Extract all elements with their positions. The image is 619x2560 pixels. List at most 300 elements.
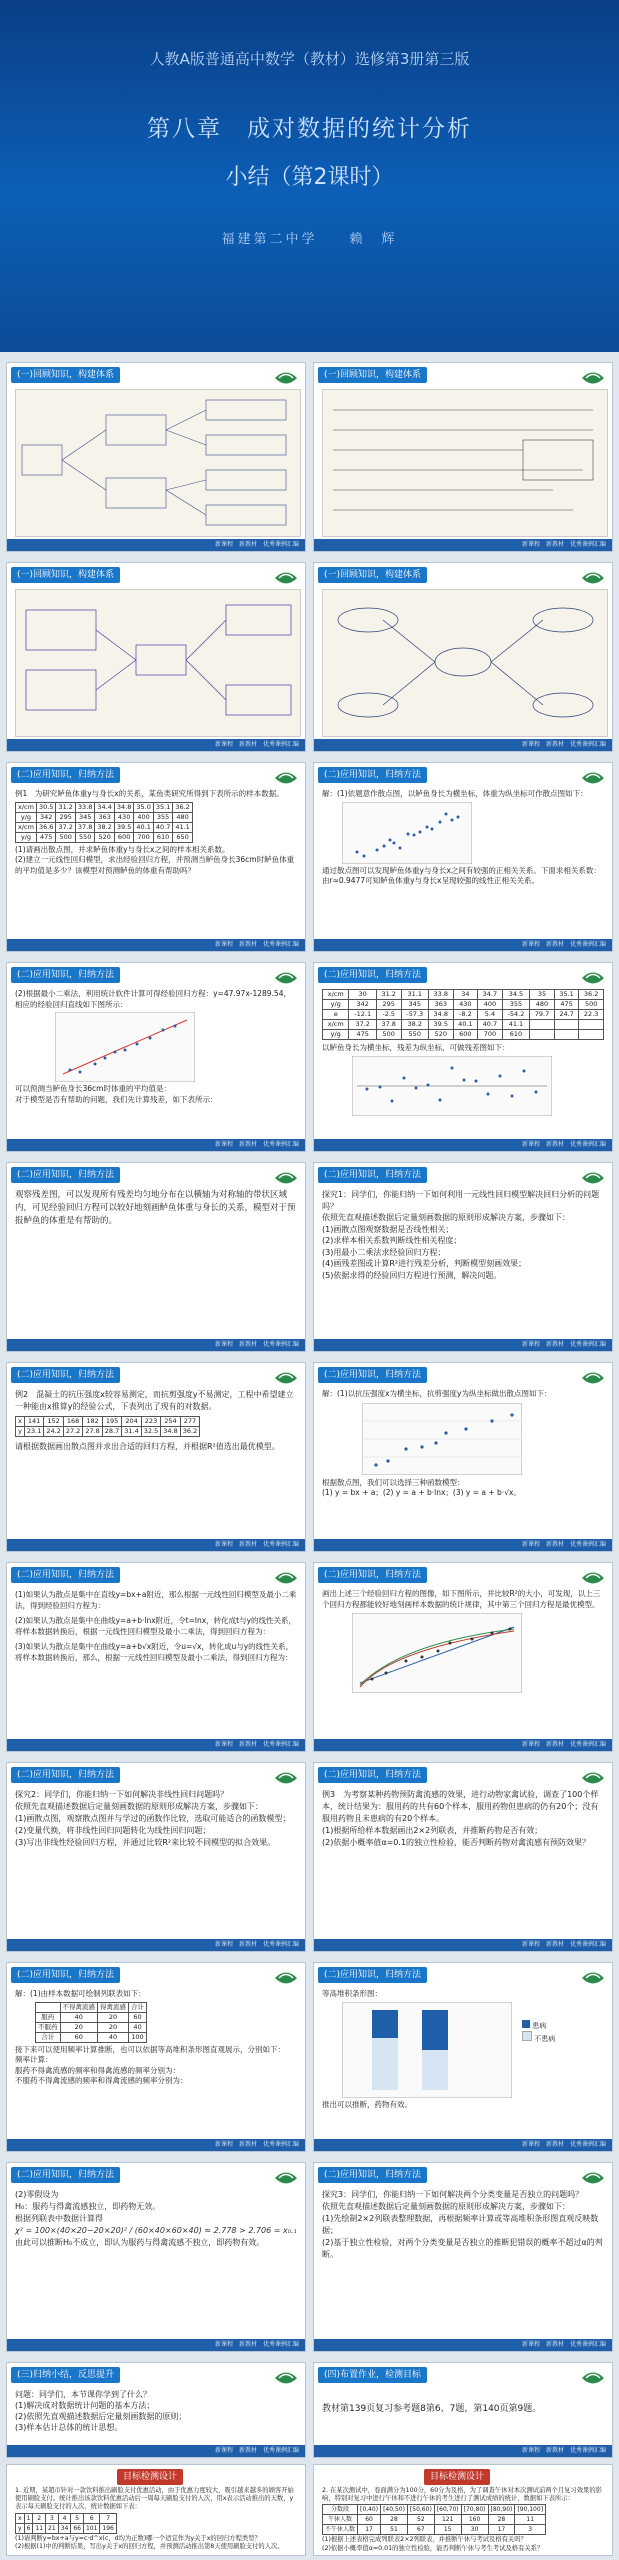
slide-header: 目标检测设计 <box>424 2469 490 2485</box>
table-cell: 7 <box>100 2513 116 2523</box>
table-cell: 39.5 <box>114 822 133 832</box>
slide-footer: 新课程 新教材 优秀课例汇编 <box>7 1339 305 1351</box>
slide-header: (一)回顾知识，构建体系 <box>318 367 427 383</box>
table-cell: 34.4 <box>95 802 114 812</box>
solution-text-5: 不服药不得禽流感的频率和得禽流感的频率分别为： <box>15 2076 188 2085</box>
slide-contingency <box>6 1962 306 2152</box>
table-row <box>36 2012 147 2022</box>
slide-example-2 <box>6 1362 306 1552</box>
explore-principle: 依照先直观描述数据后定量刻画数据的原则形成解决方案，步骤如下： <box>322 1213 570 1222</box>
step-1: (1)画散点图观察数据是否线性相关； <box>322 1224 454 1234</box>
slide-footer: 新课程 新教材 优秀课例汇编 <box>314 1139 612 1151</box>
table-cell: 650 <box>173 832 192 842</box>
table-cell: 223 <box>141 1417 160 1427</box>
summary-item-3: (3)样本估计总体的统计思想。 <box>15 2423 123 2432</box>
data-table <box>322 2504 546 2535</box>
school-logo-icon <box>580 767 606 789</box>
table-cell: [90,100] <box>515 2505 546 2515</box>
slide-body <box>322 1589 604 1735</box>
slide-header: (一)回顾知识，构建体系 <box>11 567 120 583</box>
slide-header: (二)应用知识，归纳方法 <box>318 767 427 783</box>
table-cell: 51 <box>381 2525 408 2535</box>
table-cell: 11 <box>515 2515 546 2525</box>
table-cell: x/cm <box>16 822 37 832</box>
table-cell: 27.8 <box>83 1427 102 1437</box>
solution-text: (2)根据最小二乘法，利用统计软件计算可得经验回归方程：y=47.97x-1289.54，相应的经验回归直线如下图所示： <box>15 989 291 1009</box>
solution-text: 解：(1)依题意作散点图，以鲈鱼身长为横坐标，体重为纵坐标可作散点图如下： <box>322 789 588 798</box>
school-logo-icon <box>580 2367 606 2389</box>
table-cell: 60 <box>358 2515 381 2525</box>
table-cell: 196 <box>100 2523 116 2533</box>
question-1: (1)请画出散点图，并求鲈鱼体重y与身长x之间的样本相关系数。 <box>15 844 230 854</box>
table-cell: 32.5 <box>141 1427 160 1437</box>
slide-target-test-2 <box>313 2464 613 2556</box>
slide-body <box>322 789 604 935</box>
school-logo-icon <box>580 967 606 989</box>
table-cell: 得禽流感 <box>98 2002 129 2012</box>
school-logo-icon <box>273 567 299 589</box>
compare-text: 画出上述三个经验回归方程的图像，如下图所示，并比较R²的大小，可发现，以上三个回归方程都能较好地刻画样本数据的统计规律，其中第三个回归方程是最优模型。 <box>322 1589 601 1609</box>
slide-body <box>15 2487 297 2553</box>
table-cell: 27.2 <box>63 1427 82 1437</box>
slide-body <box>322 989 604 1135</box>
summary-item-1: (1)解决成对数据统计问题的基本方法； <box>15 2401 155 2410</box>
question-1: (1)根据上述表格完成列联表2×2列联表，并推断午休与考试及格有关吗？ <box>322 2536 527 2544</box>
slide-explore-2 <box>6 1762 306 1952</box>
chart-caption: 等高堆积条形图： <box>322 1989 382 1998</box>
model-curves-plot <box>352 1613 522 1693</box>
slide-example-1 <box>6 762 306 952</box>
table-row <box>323 2525 546 2535</box>
table-cell: 34 <box>58 2523 71 2533</box>
slide-body <box>15 2189 297 2335</box>
analysis-text: 观察残差图，可以发现所有残差均匀地分布在以横轴为对称轴的带状区域内，可见经验回归方程可以较好地刻画鲈鱼体重与身长的关系，模型对于预报鲈鱼的体重是有帮助的。 <box>15 1190 296 1226</box>
table-row <box>36 2032 147 2042</box>
slide-footer: 新课程 新教材 优秀课例汇编 <box>7 1139 305 1151</box>
table-row <box>16 802 193 812</box>
table-cell: 34.8 <box>114 802 133 812</box>
slide-residual <box>313 962 613 1152</box>
table-cell: y <box>16 2523 25 2533</box>
slide-header: (二)应用知识，归纳方法 <box>318 967 427 983</box>
slide-header: (三)归纳小结，反思提升 <box>11 2367 120 2383</box>
legend-healthy: 不患病 <box>534 2035 556 2043</box>
solution-text-2: 可以预测当鲈鱼身长36cm时体重的平均值是： <box>15 1084 171 1093</box>
table-cell: x/cm <box>16 802 37 812</box>
slide-header: (二)应用知识，归纳方法 <box>318 2167 427 2183</box>
table-cell: 20 <box>98 2022 129 2032</box>
legend <box>522 2020 555 2045</box>
table-cell: 6 <box>83 2513 99 2523</box>
slide-body <box>322 2389 604 2441</box>
solution-text: 解：(1)以抗压强度x为横坐标，抗剪强度y为纵坐标做出散点图如下： <box>322 1389 552 1398</box>
step-5: (5)依据求得的经验回归方程进行预测，解决问题。 <box>322 1270 502 1280</box>
table-cell: 6 <box>24 2523 33 2533</box>
table-row <box>323 2515 546 2525</box>
slide-header: (二)应用知识，归纳方法 <box>11 1767 120 1783</box>
chapter-title: 第八章 成对数据的统计分析 <box>147 116 472 142</box>
bar-segment <box>372 2010 398 2038</box>
school-logo-icon <box>273 1967 299 1989</box>
model-1-text: (1)如果认为散点是集中在直线y=bx+a附近，那么根据一元线性回归模型及最小二乘法，得到经验回归方程为： <box>15 1590 297 1610</box>
table-cell: 67 <box>407 2525 434 2535</box>
model-2-text: (2)如果认为散点是集中在曲线y=a+b·lnx附近，令t=lnx，转化成t与y的线性关系，将样本数据转换后，根据一元线性回归模型及最小二乘法，得到回归方程为： <box>15 1616 297 1636</box>
table-cell: 35.1 <box>153 802 172 812</box>
school-logo-icon <box>273 2167 299 2189</box>
slide-explore-3 <box>313 2162 613 2352</box>
slide-footer: 新课程 新教材 优秀课例汇编 <box>314 939 612 951</box>
mindmap-drawing <box>323 590 607 736</box>
table-cell: 160 <box>461 2515 488 2525</box>
scatter-plot <box>362 1403 522 1475</box>
slide-footer: 新课程 新教材 优秀课例汇编 <box>7 539 305 551</box>
table-cell: 41.1 <box>173 822 192 832</box>
slide-footer: 新课程 新教材 优秀课例汇编 <box>7 2445 305 2457</box>
table-cell: 355 <box>153 812 172 822</box>
solution-text-3: 频率计算： <box>15 2055 53 2064</box>
table-cell: 60 <box>129 2012 147 2022</box>
explore-principle: 依照先直观描述数据后定量刻画数据的原则形成解决方案，步骤如下： <box>15 1802 263 1811</box>
example-text: 例1 为研究鲈鱼体重y与身长x的关系，某鱼类研究所得到下表所示的样本数据。 <box>15 789 284 798</box>
table-cell: 服药 <box>36 2012 61 2022</box>
slide-header: (一)回顾知识，构建体系 <box>318 567 427 583</box>
table-cell: 不服药 <box>36 2022 61 2032</box>
school-logo-icon <box>273 767 299 789</box>
slide-footer: 新课程 新教材 优秀课例汇编 <box>314 2339 612 2351</box>
table-row <box>16 822 193 832</box>
table-cell: 480 <box>173 812 192 822</box>
slide-target-test-1 <box>6 2464 306 2556</box>
table-cell: 610 <box>153 832 172 842</box>
residual-plot <box>352 1056 552 1116</box>
table-cell: 30 <box>461 2525 488 2535</box>
mindmap-sketch <box>15 389 301 537</box>
slide-explore-1 <box>313 1162 613 1352</box>
slide-body <box>15 1389 297 1535</box>
school-logo-icon <box>273 1567 299 1589</box>
table-cell: 37.8 <box>75 822 94 832</box>
regression-plot <box>55 1012 195 1082</box>
table-cell: 合计 <box>36 2032 61 2042</box>
table-cell: 36.2 <box>173 802 192 812</box>
table-cell: y <box>16 1427 25 1437</box>
school-logo-icon <box>273 1167 299 1189</box>
slide-body <box>15 1589 297 1735</box>
table-cell: 20 <box>60 2022 98 2032</box>
slide-body <box>322 2487 604 2553</box>
table-cell: 11 <box>33 2523 46 2533</box>
table-cell: [50,60) <box>407 2505 434 2515</box>
mindmap-drawing <box>16 390 300 536</box>
table-cell: 15 <box>434 2525 461 2535</box>
calc-intro: 根据列联表中数据计算得 <box>15 2214 103 2223</box>
slide-body <box>322 2189 604 2335</box>
table-cell: 700 <box>134 832 153 842</box>
solution-text-2: 接下来可以使用频率计算推断，也可以依据等高堆积条形图直观展示，分别如下： <box>15 2044 285 2054</box>
homework-text: 教材第139页复习参考题8第6、7题，第140页第9题。 <box>322 2404 542 2414</box>
slide-header: (一)回顾知识，构建体系 <box>11 367 120 383</box>
question-2: (2)依据小概率值α=0.1的独立性检验，能否判断药物对禽流感有预防效果？ <box>322 1838 591 1847</box>
table-cell: 101 <box>83 2523 99 2533</box>
stacked-bar-chart <box>342 2002 512 2098</box>
slide-header: (二)应用知识，归纳方法 <box>11 967 120 983</box>
school-logo-icon <box>273 2367 299 2389</box>
bar-segment <box>422 2050 448 2090</box>
table-cell: 168 <box>63 1417 82 1427</box>
table-cell: 52 <box>407 2515 434 2525</box>
author: 福建第二中学 赖 辉 <box>221 232 398 247</box>
slide-header: (二)应用知识，归纳方法 <box>11 1367 120 1383</box>
table-cell: [0,40) <box>358 2505 381 2515</box>
solution-text-3: 由r≈0.9477可知鲈鱼体重y与身长x呈现较强的线性正相关关系。 <box>322 876 539 885</box>
slide-footer: 新课程 新教材 优秀课例汇编 <box>314 1339 612 1351</box>
table-cell: 37.2 <box>56 822 75 832</box>
slide-footer: 新课程 新教材 优秀课例汇编 <box>314 539 612 551</box>
slide-solution-3 <box>313 1362 613 1552</box>
table-cell: 38.2 <box>95 822 114 832</box>
table-cell: 345 <box>75 812 94 822</box>
table-cell: 21 <box>46 2523 59 2533</box>
table-cell: 363 <box>95 812 114 822</box>
stacked-bar-area <box>322 2000 604 2100</box>
mindmap-sketch <box>15 589 301 737</box>
slide-footer: 新课程 新教材 优秀课例汇编 <box>7 939 305 951</box>
slide-header: (四)布置作业，检测目标 <box>318 2367 427 2383</box>
slide-body <box>322 1789 604 1935</box>
test-question: 2. 在某次测试中，卷面满分为100分，60分为及格，为了调查午休对本次测试前两个月复习效果的影响，特别对复习中进行午休和不进行午休的考生进行了测试成绩的统计，数据如下表所示： <box>322 2487 602 2503</box>
mindmap-drawing <box>16 590 300 736</box>
slide-footer: 新课程 新教材 优秀课例汇编 <box>314 1739 612 1751</box>
table-row <box>16 832 193 842</box>
table-cell: x <box>16 2513 25 2523</box>
explore-question: 探究1：同学们，你能归纳一下如何利用一元线性回归模型解决回归分析的问题吗？ <box>322 1190 600 1211</box>
slide-body <box>15 789 297 935</box>
table-row <box>36 2022 147 2032</box>
table-cell: 600 <box>114 832 133 842</box>
table-cell: y/g <box>16 832 37 842</box>
slide-body <box>15 1789 297 1935</box>
hypothesis-text: H₀：服药与得禽流感独立，即药物无效。 <box>15 2202 161 2211</box>
example-question: 请根据数据画出散点图并求出合适的回归方程，并根据R²值选出最优模型。 <box>15 1442 280 1451</box>
slide-footer: 新课程 新教材 优秀课例汇编 <box>7 2139 305 2151</box>
slide-header: (二)应用知识，归纳方法 <box>318 1167 427 1183</box>
question-1: (1)请判断y=bx+a与y=c·d^x(c，d均为正数)哪一个适宜作为y关于x的回归方程类型？ <box>15 2534 261 2542</box>
slide-header: (二)应用知识，归纳方法 <box>11 767 120 783</box>
table-cell: 40.1 <box>134 822 153 832</box>
question-2: (2)依据小概率值α=0.01的独立性检验，能否判断午休与考生考试及格有关系？ <box>322 2544 544 2552</box>
slide-stacked-bar <box>313 1962 613 2152</box>
slide-footer: 新课程 新教材 优秀课例汇编 <box>7 1939 305 1951</box>
school-logo-icon <box>580 1967 606 1989</box>
table-row <box>323 2505 546 2515</box>
residual-table: x/cm 30 31.2 31.1 33.8 34 34.7 34.5 35 35.1 36.2 y/g 342 295 345 363 430 400 355 480 475 500 e -12.1 -2.5 -57.3 34.8 -8.2 5.4 -54.2 79.7 24.7 22.3 x/cm 37.2 37.8 38.2 39.5 40.1 40.7 41.1 y/g 475 500 550 520 600 700 610 <box>322 989 604 1040</box>
table-cell: 23.1 <box>24 1427 43 1437</box>
model-3-text: (3)如果认为散点是集中在曲线y=a+b√x附近，令u=√x，转化成u与y的线性关系，将样本数据转换后，那么，根据一元线性回归模型及最小二乘法，得到回归方程为： <box>15 1642 294 1662</box>
table-cell: 40 <box>98 2032 129 2042</box>
table-cell: [60,70) <box>434 2505 461 2515</box>
table-cell: 24.2 <box>44 1427 63 1437</box>
table-cell: 295 <box>56 812 75 822</box>
table-row <box>16 1427 200 1437</box>
table-cell: 34.8 <box>161 1427 180 1437</box>
school-logo-icon <box>273 967 299 989</box>
slide-body <box>322 1989 604 2135</box>
table-cell: 500 <box>56 832 75 842</box>
step-1: (1)先绘制2×2列联表整理数据，再根据频率计算或等高堆积条形图直观反映数据； <box>322 2214 599 2235</box>
legend-sick: 患病 <box>532 2021 547 2030</box>
table-row <box>16 2523 117 2533</box>
table-cell: 30.5 <box>36 802 55 812</box>
table-cell: [80,90) <box>488 2505 515 2515</box>
slide-independence-test <box>6 2162 306 2352</box>
slide-homework <box>313 2362 613 2458</box>
table-cell: 66 <box>71 2523 84 2533</box>
slide-body <box>322 1389 604 1535</box>
solution-text-3: 对于模型是否有帮助的问题，我们先计算残差，如下表所示： <box>15 1094 218 1104</box>
table-cell: 不午休人数 <box>323 2525 358 2535</box>
bar-segment <box>372 2038 398 2090</box>
table-cell: 2 <box>33 2513 46 2523</box>
school-logo-icon <box>273 1367 299 1389</box>
table-cell: 36.6 <box>36 822 55 832</box>
table-cell: 3 <box>46 2513 59 2523</box>
slide-body <box>15 989 297 1135</box>
table-row <box>16 812 193 822</box>
table-cell: 31.4 <box>122 1427 141 1437</box>
step-3: (3)用最小二乘法求经验回归方程； <box>322 1247 446 1257</box>
table-cell: 141 <box>24 1417 43 1427</box>
table-cell: 分数段 <box>323 2505 358 2515</box>
slide-footer: 新课程 新教材 优秀课例汇编 <box>7 1539 305 1551</box>
table-cell: 17 <box>358 2525 381 2535</box>
explore-question: 探究2：同学们，你能归纳一下如何解决非线性回归问题吗？ <box>15 1790 229 1799</box>
table-cell: 342 <box>36 812 55 822</box>
step-3: (3)写出非线性经验回归方程，并通过比较R²来比较不同模型的拟合效果。 <box>15 1838 276 1847</box>
table-cell: 254 <box>161 1417 180 1427</box>
hypothesis-label: (2)零假设为 <box>15 2190 59 2199</box>
table-cell: [40,50) <box>381 2505 408 2515</box>
slide-header: (二)应用知识，归纳方法 <box>318 1567 427 1583</box>
table-cell: 28 <box>381 2515 408 2525</box>
table-cell: 午休人数 <box>323 2515 358 2525</box>
table-cell: 520 <box>95 832 114 842</box>
table-cell: y/g <box>16 812 37 822</box>
summary-question: 问题：同学们，本节课你学到了什么？ <box>15 2390 151 2399</box>
chi-square-formula: χ² = 100×(40×20−20×20)² / (60×40×60×40) ≈ 2.778 > 2.706 = x₀.₁ <box>15 2226 297 2235</box>
school-logo-icon <box>580 367 606 389</box>
slide-footer: 新课程 新教材 优秀课例汇编 <box>314 1539 612 1551</box>
slide-footer: 新课程 新教材 优秀课例汇编 <box>314 739 612 751</box>
slide-header: (二)应用知识，归纳方法 <box>11 2167 120 2183</box>
step-1: (1)画散点图，观察散点图并与学过的函数作比较，选取可能适合的函数模型； <box>15 1814 291 1823</box>
mindmap-sketch <box>322 589 608 737</box>
table-cell: x <box>16 1417 25 1427</box>
school-logo-icon <box>580 1167 606 1189</box>
table-cell: 28.7 <box>102 1427 121 1437</box>
table-cell: 182 <box>83 1417 102 1427</box>
table-cell: 40.7 <box>153 822 172 832</box>
solution-text-2: 通过散点图可以发现鲈鱼体重y与身长x之间有较强的正相关关系。下面求相关系数： <box>322 865 601 875</box>
table-cell <box>36 2002 61 2012</box>
slide-model-compare <box>313 1562 613 1752</box>
course-title: 人教A版普通高中数学（教材）选修第3册第三版 <box>149 50 470 68</box>
solution-text-4: 服药不得禽流感的频率和得禽流感的频率分别为： <box>15 2065 180 2075</box>
slide-solution-1 <box>313 762 613 952</box>
table-cell: 28 <box>488 2515 515 2525</box>
solution-text-3: (1) y = bx + a；(2) y = a + b·lnx；(3) y = a + b·√x。 <box>322 1488 521 1497</box>
slide-review-2 <box>313 362 613 552</box>
slide-header: (二)应用知识，归纳方法 <box>318 1767 427 1783</box>
slide-review-1 <box>6 362 306 552</box>
example-text: 例3 为考察某种药物预防禽流感的效果，进行动物家禽试验，调查了100个样本，统计结果为：服用药的共有60个样本，服用药物但患病的仍有20个；没有服用药物且未患病的有20个样本。 <box>322 1790 599 1823</box>
table-row <box>16 1417 200 1427</box>
slide-summary <box>6 2362 306 2458</box>
mindmap-sketch <box>322 389 608 537</box>
question-2: (2)根据(1)中的判断结果，写出y关于x的回归方程，并预测活动推出第8天使用刷脸支付的人次。 <box>15 2542 284 2550</box>
school-logo-icon <box>273 1767 299 1789</box>
slide-header: (二)应用知识，归纳方法 <box>11 1967 120 1983</box>
table-cell: 3 <box>515 2525 546 2535</box>
table-cell: 31.2 <box>56 802 75 812</box>
example-text: 例2 混凝土的抗压强度x较容易测定，而抗剪强度y不易测定，工程中希望建立一种能由x推算y的经验公式，下表列出了现有的对数据。 <box>15 1390 294 1411</box>
lesson-title: 小结（第2课时） <box>225 165 394 190</box>
bar-segment <box>422 2010 448 2050</box>
slide-solution-2 <box>6 962 306 1152</box>
solution-text-2: 根据散点图，我们可以选择三种函数模型： <box>322 1477 465 1487</box>
mindmap-drawing <box>323 390 607 536</box>
slide-body <box>15 1989 297 2135</box>
explore-principle: 依照先直观描述数据后定量刻画数据的原则形成解决方案，步骤如下： <box>322 2202 570 2211</box>
summary-item-2: (2)依照先直观描述数据后定量刻画数据的原则； <box>15 2412 187 2421</box>
table-cell: 合计 <box>129 2002 147 2012</box>
step-2: (2)基于独立性检验，对两个分类变量是否独立的推断犯错误的概率不超过α的判断。 <box>322 2238 603 2259</box>
slide-header: (二)应用知识，归纳方法 <box>11 1167 120 1183</box>
table-cell: 400 <box>134 812 153 822</box>
slide-footer: 新课程 新教材 优秀课例汇编 <box>7 739 305 751</box>
school-logo-icon <box>580 1567 606 1589</box>
table-cell: 36.2 <box>180 1427 199 1437</box>
test-question: 1. 近期，某超市针对一款饮料推出刷脸支付优惠活动，由于优惠力度较大，吸引越来越多的顾客开始使用刷脸支付。统计推出该款饮料优惠活动后一周每天刷脸支付的人次，用x表示活动推出的天数，y表示每天刷脸支付的人次，统计数据如下表： <box>15 2487 294 2511</box>
contingency-table <box>35 2002 147 2043</box>
slide-footer: 新课程 新教材 优秀课例汇编 <box>314 1939 612 1951</box>
data-table <box>15 1416 200 1437</box>
table-cell: 40 <box>60 2012 98 2022</box>
data-table <box>15 2513 117 2534</box>
table-row <box>36 2002 147 2012</box>
table-cell: [70,80) <box>461 2505 488 2515</box>
school-logo-icon <box>580 2167 606 2189</box>
step-4: (4)画残差图或计算R²进行残差分析，判断模型刻画效果； <box>322 1259 527 1268</box>
step-2: (2)变量代换，将非线性回归问题转化为线性回归问题； <box>15 1826 211 1835</box>
slide-review-3 <box>6 562 306 752</box>
school-logo-icon <box>580 1367 606 1389</box>
table-cell: 33.8 <box>75 802 94 812</box>
solution-text: 解：(1)由样本数据可绘制列联表如下： <box>15 1989 146 1998</box>
explore-question: 探究3：同学们，你能归纳一下如何解决两个分类变量是否独立的问题吗？ <box>322 2190 584 2199</box>
slide-footer: 新课程 新教材 优秀课例汇编 <box>7 1739 305 1751</box>
table-cell: 60 <box>60 2032 98 2042</box>
chart-conclusion: 推出可以推断，药物有效。 <box>322 2099 412 2109</box>
slide-header: (二)应用知识，归纳方法 <box>318 1367 427 1383</box>
table-cell: 475 <box>36 832 55 842</box>
table-cell: 152 <box>44 1417 63 1427</box>
data-table <box>15 802 193 843</box>
table-cell: 195 <box>102 1417 121 1427</box>
school-logo-icon <box>580 567 606 589</box>
table-cell: 204 <box>122 1417 141 1427</box>
slide-footer: 新课程 新教材 优秀课例汇编 <box>314 2139 612 2151</box>
table-cell: 不得禽流感 <box>60 2002 98 2012</box>
